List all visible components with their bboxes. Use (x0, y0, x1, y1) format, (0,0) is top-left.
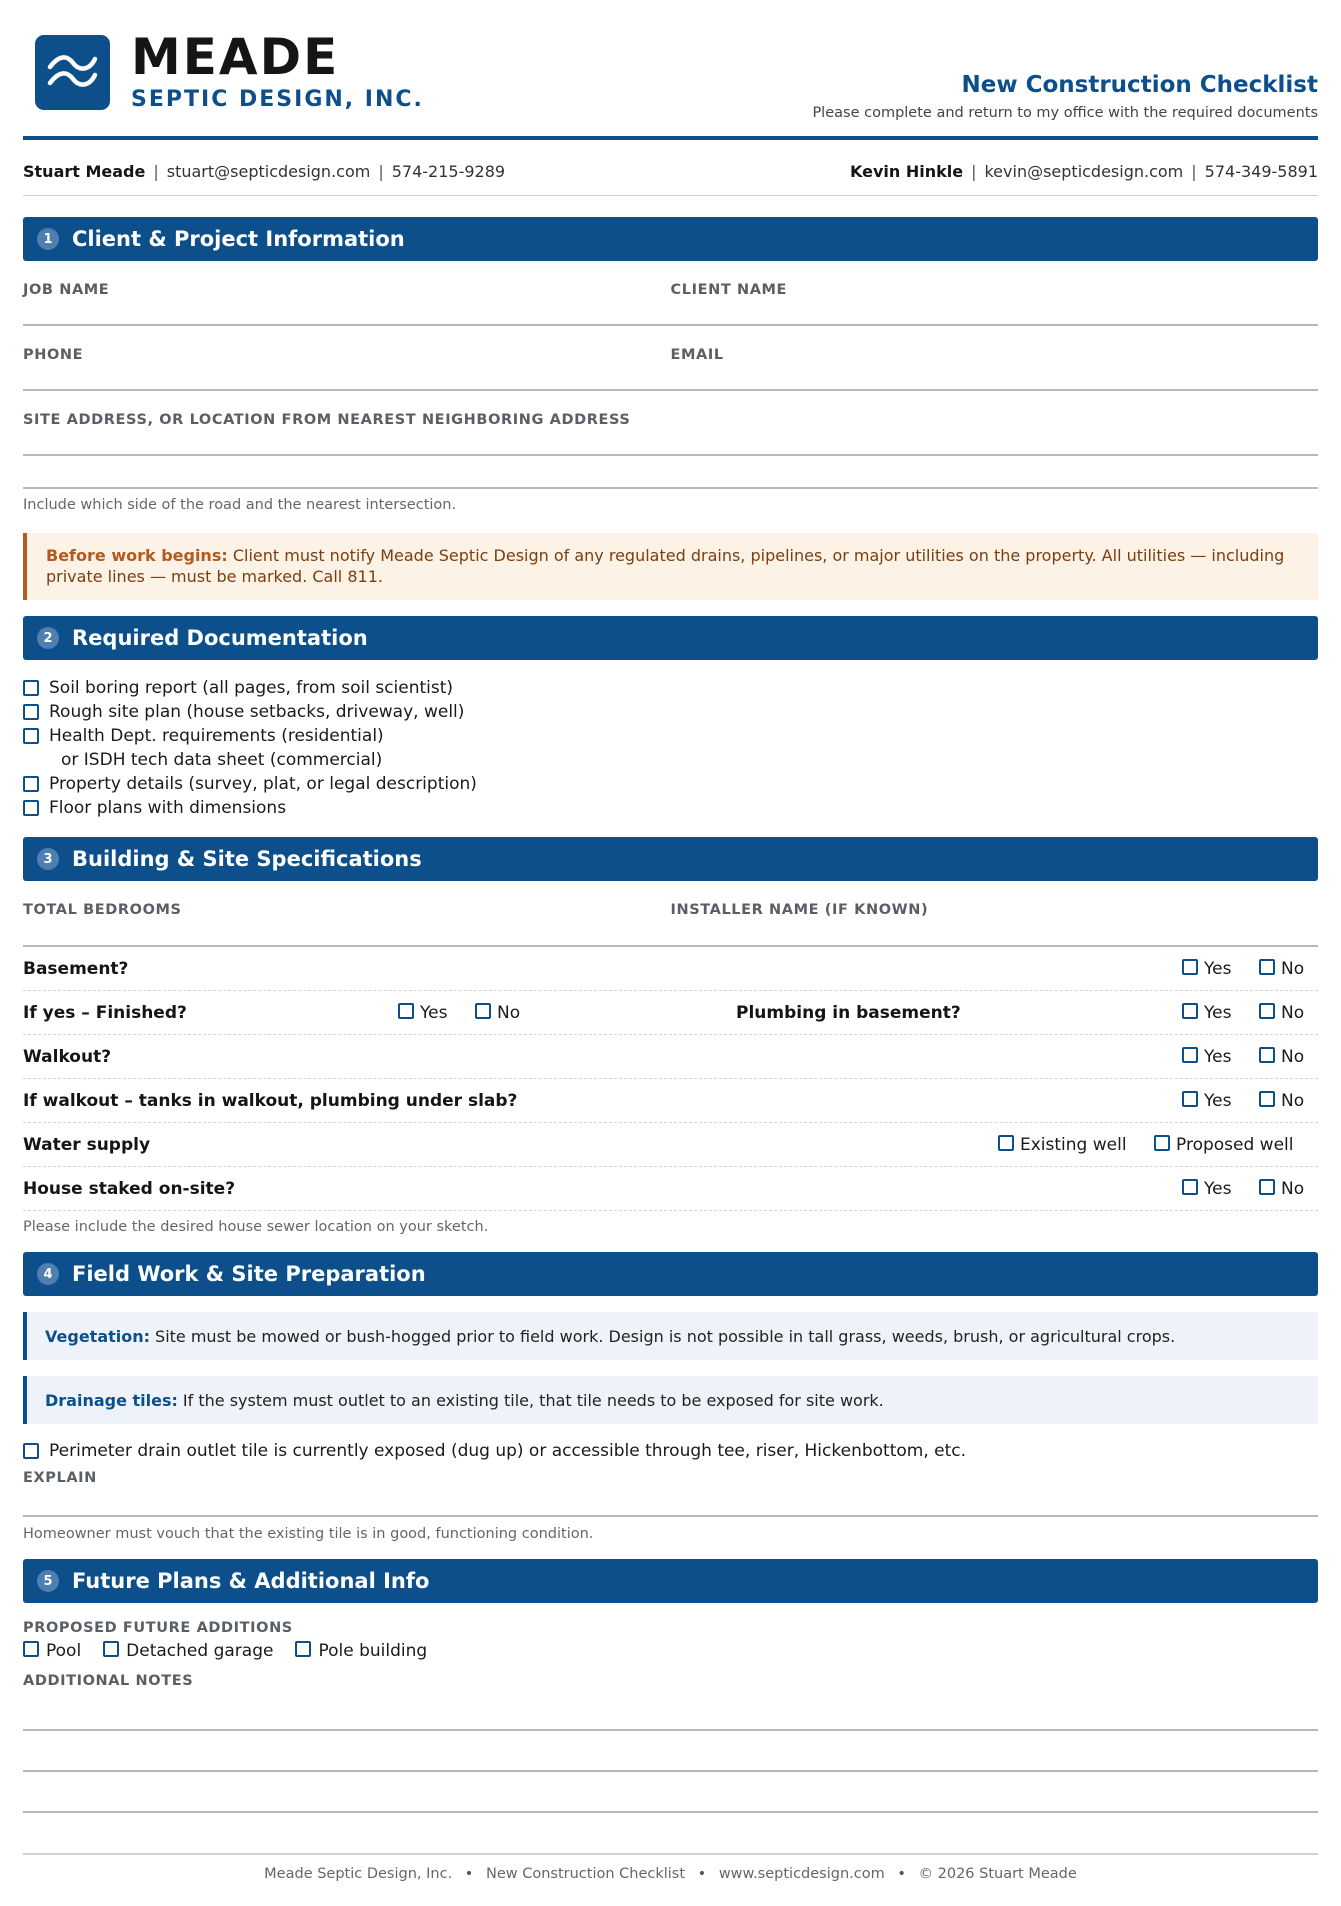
required-documents-list (23, 676, 1318, 820)
checkbox[interactable] (1259, 1047, 1275, 1063)
contact-phone: 574-349-5891 (1204, 162, 1318, 181)
checkbox[interactable] (398, 1003, 414, 1019)
checkbox[interactable] (1182, 1091, 1198, 1107)
existing-well-option[interactable]: Existing well (998, 1135, 1127, 1155)
basement-row (23, 947, 1318, 991)
contacts-bar (23, 140, 1318, 196)
checkbox[interactable] (1154, 1135, 1170, 1151)
no-option[interactable]: No (475, 1003, 520, 1023)
water-waves-icon (35, 35, 110, 110)
list-item-continuation: or ISDH tech data sheet (commercial) (61, 750, 383, 770)
checkbox[interactable] (295, 1641, 311, 1657)
checkbox[interactable] (23, 680, 39, 696)
checkbox[interactable] (23, 1641, 39, 1657)
checkbox[interactable] (23, 704, 39, 720)
header (23, 0, 1318, 140)
water-supply-row (23, 1123, 1318, 1167)
yes-option[interactable]: Yes (1182, 1091, 1231, 1111)
list-item[interactable]: Floor plans with dimensions (23, 796, 1318, 820)
notes-line[interactable] (23, 1731, 1318, 1772)
checkbox[interactable] (998, 1135, 1014, 1151)
no-option[interactable]: No (1259, 959, 1304, 979)
checkbox[interactable] (23, 776, 39, 792)
section-number: 2 (37, 627, 59, 649)
additional-notes-label: ADDITIONAL NOTES (23, 1673, 194, 1689)
future-additions-options (23, 1641, 1318, 1661)
job-name-field[interactable]: JOB NAME (23, 282, 110, 298)
section-number: 4 (37, 1263, 59, 1285)
question-label: Water supply (23, 1135, 151, 1155)
field-row-bedrooms-installer (23, 881, 1318, 947)
installer-name-field[interactable]: INSTALLER NAME (IF KNOWN) (670, 902, 929, 918)
section-header-future-plans (23, 1559, 1318, 1603)
sewer-location-hint: Please include the desired house sewer location on your sketch. (23, 1219, 489, 1235)
yes-option[interactable]: Yes (398, 1003, 447, 1023)
drainage-callout (23, 1376, 1318, 1424)
warning-lead: Before work begins: (46, 546, 228, 565)
footer-company: Meade Septic Design, Inc. (264, 1866, 453, 1882)
notes-line[interactable] (23, 1772, 1318, 1813)
checkbox[interactable] (1259, 1091, 1275, 1107)
section-title: Required Documentation (72, 626, 368, 650)
list-item[interactable]: Health Dept. requirements (residential) (23, 724, 1318, 748)
section-number: 5 (37, 1570, 59, 1592)
tile-condition-hint: Homeowner must vouch that the existing tile is in good, functioning condition. (23, 1526, 594, 1542)
checkbox[interactable] (1259, 1003, 1275, 1019)
perimeter-drain-check[interactable]: Perimeter drain outlet tile is currently exposed (dug up) or accessible through tee, riser, Hickenbottom, etc. (23, 1441, 1318, 1461)
question-label: House staked on-site? (23, 1179, 236, 1199)
callout-text: If the system must outlet to an existing tile, that tile needs to be exposed for site work. (182, 1390, 884, 1410)
footer-website-link[interactable]: www.septicdesign.com (718, 1866, 885, 1882)
list-item[interactable]: Soil boring report (all pages, from soil scientist) (23, 676, 1318, 700)
document-title: New Construction Checklist (961, 72, 1318, 98)
utilities-warning (23, 533, 1318, 600)
document-subtitle: Please complete and return to my office with the required documents (812, 105, 1318, 121)
question-label: Basement? (23, 959, 129, 979)
walkout-row (23, 1035, 1318, 1079)
notes-line[interactable] (23, 1689, 1318, 1731)
field-row-phone-email (23, 326, 1318, 391)
email-field[interactable]: EMAIL (670, 347, 724, 363)
footer-divider (23, 1853, 1318, 1855)
checkbox[interactable] (1259, 959, 1275, 975)
section-title: Client & Project Information (72, 227, 405, 251)
checkbox[interactable] (1182, 1179, 1198, 1195)
checkbox[interactable] (23, 1443, 39, 1459)
checkbox[interactable] (1182, 959, 1198, 975)
brand-name: MEADE (131, 28, 340, 86)
yes-option[interactable]: Yes (1182, 1179, 1231, 1199)
callout-lead: Drainage tiles: (45, 1390, 178, 1410)
yes-option[interactable]: Yes (1182, 959, 1231, 979)
yes-option[interactable]: Yes (1182, 1047, 1231, 1067)
section-number: 1 (37, 228, 59, 250)
no-option[interactable]: No (1259, 1003, 1304, 1023)
field-row-job-client (23, 261, 1318, 326)
site-address-line-2[interactable] (23, 456, 1318, 489)
no-option[interactable]: No (1259, 1091, 1304, 1111)
site-address-field[interactable]: SITE ADDRESS, OR LOCATION FROM NEAREST NEIGHBORING ADDRESS (23, 391, 1318, 456)
phone-field[interactable]: PHONE (23, 347, 84, 363)
finished-plumbing-row (23, 991, 1318, 1035)
proposed-well-option[interactable]: Proposed well (1154, 1135, 1293, 1155)
checkbox[interactable] (23, 728, 39, 744)
contact-email[interactable]: stuart@septicdesign.com (166, 162, 371, 181)
yes-option[interactable]: Yes (1182, 1003, 1231, 1023)
question-label: Walkout? (23, 1047, 112, 1067)
section-header-client-project (23, 217, 1318, 261)
checkbox[interactable] (23, 800, 39, 816)
explain-field[interactable]: EXPLAIN (23, 1461, 1318, 1517)
contact-kevin: Kevin Hinkle | kevin@septicdesign.com | 574-349-5891 (850, 162, 1318, 181)
checkbox[interactable] (1259, 1179, 1275, 1195)
list-item[interactable]: Rough site plan (house setbacks, driveway, well) (23, 700, 1318, 724)
proposed-additions-label: PROPOSED FUTURE ADDITIONS (23, 1620, 293, 1636)
footer-copyright: © 2026 Stuart Meade (918, 1866, 1077, 1882)
checkbox[interactable] (1182, 1003, 1198, 1019)
section-header-required-documentation (23, 616, 1318, 660)
no-option[interactable]: No (1259, 1179, 1304, 1199)
callout-lead: Vegetation: (45, 1326, 151, 1346)
detached-garage-option[interactable]: Detached garage (103, 1641, 273, 1661)
section-header-field-work (23, 1252, 1318, 1296)
brand (131, 28, 424, 114)
warning-text: Client must notify Meade Septic Design of any regulated drains, pipelines, or major utilities on the property. All utilities — including private lines — must be marked. Call 811. (46, 546, 1285, 586)
walkout-tanks-row (23, 1079, 1318, 1123)
checkbox[interactable] (475, 1003, 491, 1019)
section-number: 3 (37, 848, 59, 870)
footer: Meade Septic Design, Inc. • New Construction Checklist • www.septicdesign.com • © 2026 Stuart Meade (264, 1866, 1077, 1882)
section-title: Building & Site Specifications (72, 847, 422, 871)
checkbox[interactable] (1182, 1047, 1198, 1063)
question-label: If walkout – tanks in walkout, plumbing under slab? (23, 1091, 518, 1111)
pool-option[interactable]: Pool (23, 1641, 81, 1661)
contact-name: Stuart Meade (23, 162, 146, 181)
contact-stuart: Stuart Meade | stuart@septicdesign.com | 574-215-9289 (23, 162, 506, 181)
question-label: If yes – Finished? (23, 1003, 187, 1023)
no-option[interactable]: No (1259, 1047, 1304, 1067)
section-header-building-site (23, 837, 1318, 881)
contact-name: Kevin Hinkle (850, 162, 964, 181)
vegetation-callout (23, 1312, 1318, 1360)
footer-document: New Construction Checklist (485, 1866, 686, 1882)
section-title: Field Work & Site Preparation (72, 1262, 426, 1286)
pole-building-option[interactable]: Pole building (295, 1641, 427, 1661)
brand-subtitle: SEPTIC DESIGN, INC. (131, 87, 424, 112)
list-item[interactable]: Property details (survey, plat, or legal description) (23, 772, 1318, 796)
checkbox[interactable] (103, 1641, 119, 1657)
section-title: Future Plans & Additional Info (72, 1569, 430, 1593)
site-address-hint: Include which side of the road and the nearest intersection. (23, 497, 457, 513)
contact-email[interactable]: kevin@septicdesign.com (984, 162, 1184, 181)
total-bedrooms-field[interactable]: TOTAL BEDROOMS (23, 902, 182, 918)
callout-text: Site must be mowed or bush-hogged prior to field work. Design is not possible in tall grass, weeds, brush, or agricultural crops. (155, 1326, 1176, 1346)
house-staked-row (23, 1167, 1318, 1211)
question-label: Plumbing in basement? (736, 1003, 961, 1023)
contact-phone: 574-215-9289 (391, 162, 506, 181)
client-name-field[interactable]: CLIENT NAME (670, 282, 788, 298)
